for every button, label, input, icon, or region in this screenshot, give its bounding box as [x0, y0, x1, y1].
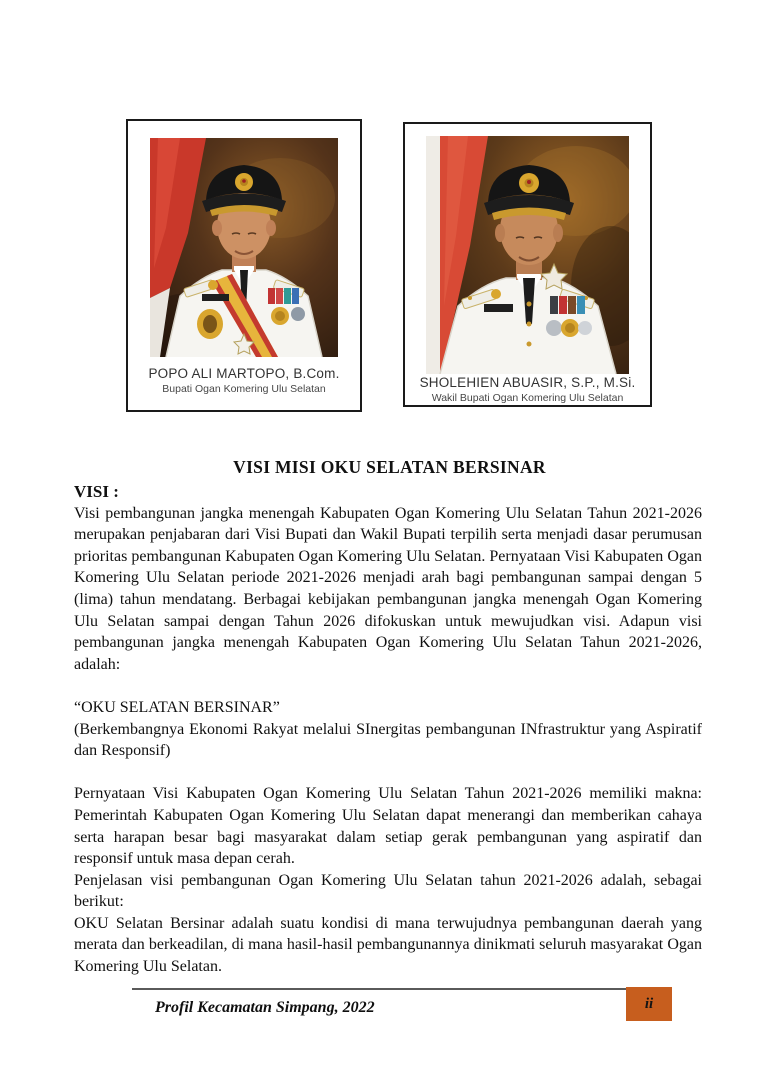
blank-line — [74, 675, 702, 697]
visi-section-heading: VISI : — [74, 482, 119, 501]
paragraph-makna: Pernyataan Visi Kabupaten Ogan Komering Ulu Selatan Tahun 2021-2026 memiliki makna: Pemerintah Kabupaten Ogan Komering Ulu Selatan dapat menerangi dan memberikan cahaya serta harapan besar bagi masyarakat dalam setiap gerak pembangunan yang aspiratif dan responsif untuk masa depan cerah. — [74, 785, 702, 868]
blank-line — [74, 762, 702, 784]
wakil-bupati-title: Wakil Bupati Ogan Komering Ulu Selatan — [431, 392, 624, 404]
official-photo-frame-wakil-bupati — [403, 122, 652, 407]
bupati-title: Bupati Ogan Komering Ulu Selatan — [162, 383, 326, 395]
paragraph-penjelasan-detail: OKU Selatan Bersinar adalah suatu kondisi di mana terwujudnya pembangunan daerah yang merata dan berkeadilan, di mana hasil-hasil pembangunannya dinikmati seluruh masyarakat Ogan Komering Ulu Selatan. — [74, 914, 702, 976]
bupati-portrait-image — [150, 138, 338, 357]
vision-acronym: (Berkembangnya Ekonomi Rakyat melalui SInergitas pembangunan INfrastruktur yang Aspiratif dan Responsif) — [74, 720, 702, 760]
vision-statement: “OKU SELATAN BERSINAR” — [74, 698, 280, 716]
paragraph-penjelasan-intro: Penjelasan visi pembangunan Ogan Komering Ulu Selatan tahun 2021-2026 adalah, sebagai berikut: — [74, 871, 702, 911]
footer-document-title: Profil Kecamatan Simpang, 2022 — [155, 999, 375, 1016]
page-title: VISI MISI OKU SELATAN BERSINAR — [233, 457, 546, 477]
bupati-caption — [128, 366, 360, 395]
wakil-bupati-caption — [405, 375, 650, 404]
page-number-badge: ii — [626, 987, 672, 1021]
footer-divider — [132, 988, 626, 990]
paragraph-visi-intro: Visi pembangunan jangka menengah Kabupaten Ogan Komering Ulu Selatan Tahun 2021-2026 merupakan penjabaran dari Visi Bupati dan Wakil Bupati terpilih serta menjadi dasar perumusan prioritas pembangunan Kabupaten Ogan Komering Ulu Selatan. Pernyataan Visi Kabupaten Ogan Komering Ulu Selatan periode 2021-2026 menjadi arah bagi pembangunan sampai dengan 5 (lima) tahun mendatang. Berbagai kebijakan pembangunan jangka menengah Ogan Komering Ulu Selatan sampai dengan Tahun 2026 difokuskan untuk mewujudkan visi. Adapun visi pembangunan jangka menengah Kabupaten Ogan Komering Ulu Selatan Tahun 2021-2026, adalah: — [74, 504, 702, 673]
wakil-bupati-portrait-image — [426, 136, 629, 374]
body-text — [74, 481, 702, 978]
bupati-name: POPO ALI MARTOPO, B.Com. — [148, 366, 340, 381]
official-photo-frame-bupati — [126, 119, 362, 412]
wakil-bupati-name: SHOLEHIEN ABUASIR, S.P., M.Si. — [419, 375, 636, 390]
